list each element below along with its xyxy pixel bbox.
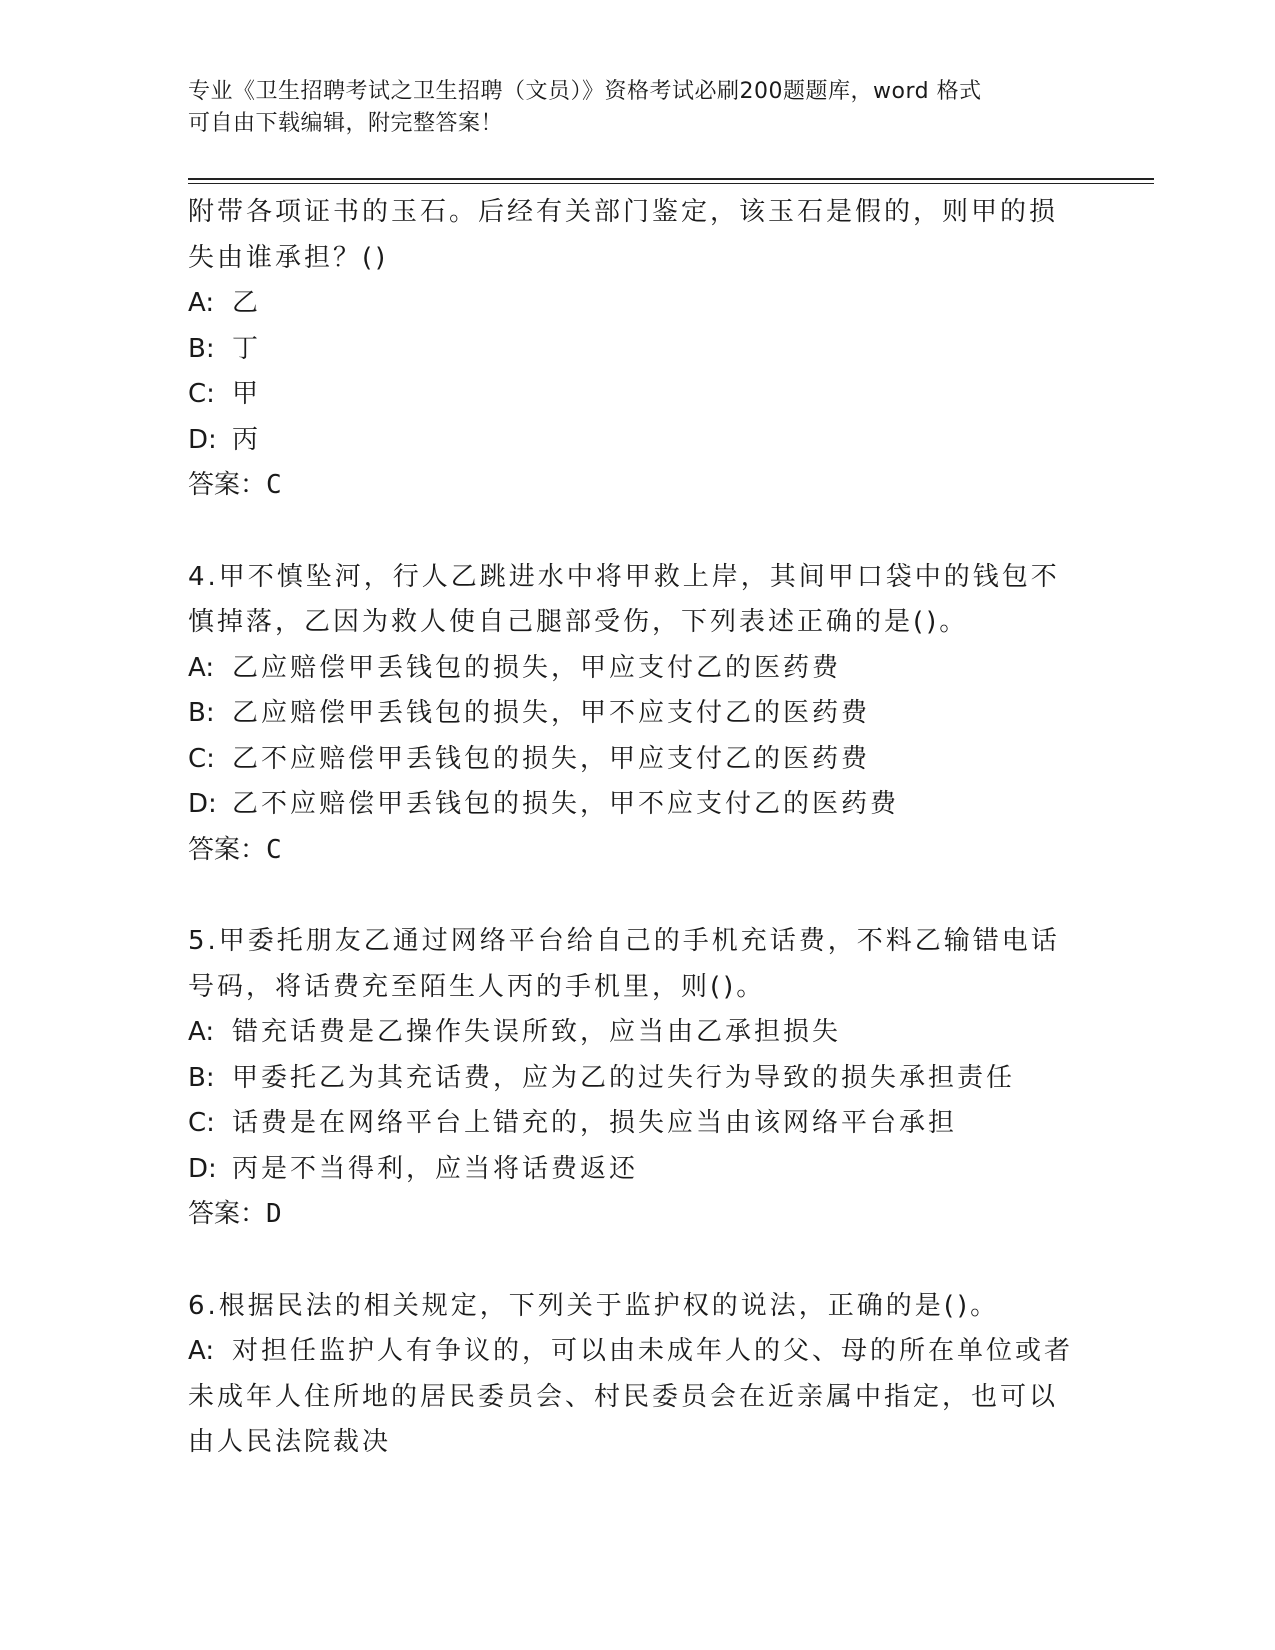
question-4 [188, 555, 1088, 874]
header-divider-thick [188, 178, 1154, 180]
option-text: 丙是不当得利，应当将话费返还 [232, 1153, 639, 1184]
question-6-option-a [188, 1329, 1088, 1375]
question-3-option-c [188, 372, 1088, 418]
option-text: 乙应赔偿甲丢钱包的损失，甲不应支付乙的医药费 [232, 698, 871, 728]
option-text: 丙 [232, 424, 262, 455]
option-key: C: [188, 1108, 215, 1138]
option-text: 甲委托乙为其充话费，应为乙的过失行为导致的损失承担责任 [232, 1062, 1016, 1093]
question-3-option-b [188, 327, 1088, 373]
option-key: D: [188, 789, 217, 819]
option-key: C: [188, 743, 215, 774]
option-text: 乙不应赔偿甲丢钱包的损失，甲不应支付乙的医药费 [232, 789, 900, 819]
option-text: 错充话费是乙操作失误所致，应当由乙承担损失 [232, 1017, 842, 1047]
option-key: A: [188, 652, 215, 683]
option-key: A: [188, 288, 215, 318]
option-key: D: [188, 1153, 217, 1184]
option-key: B: [188, 333, 215, 364]
question-4-option-b [188, 691, 1088, 737]
question-content [188, 190, 1088, 1466]
question-5-option-d [188, 1147, 1088, 1193]
question-6-option-a-continuation: 由人民法院裁决 [188, 1427, 392, 1457]
question-4-answer: 答案：C [188, 834, 282, 865]
question-3-option-d [188, 418, 1088, 464]
question-5 [188, 919, 1088, 1238]
option-key: A: [188, 1017, 215, 1047]
question-6 [188, 1284, 1088, 1466]
question-6-text-line: 6.根据民法的相关规定，下列关于监护权的说法，正确的是()。 [188, 1290, 1000, 1321]
question-3-option-a [188, 281, 1088, 327]
question-3-answer: 答案：C [188, 470, 282, 500]
option-text: 丁 [232, 333, 262, 364]
question-4-option-a [188, 646, 1088, 692]
option-key: C: [188, 379, 215, 409]
option-text: 乙应赔偿甲丢钱包的损失，甲应支付乙的医药费 [232, 652, 842, 683]
question-5-text-line: 5.甲委托朋友乙通过网络平台给自己的手机充话费，不料乙输错电话 [188, 926, 1060, 956]
question-5-answer: 答案：D [188, 1199, 282, 1229]
question-5-option-b [188, 1056, 1088, 1102]
question-3-text-line: 附带各项证书的玉石。后经有关部门鉴定，该玉石是假的，则甲的损 [188, 197, 1059, 227]
question-5-option-c [188, 1101, 1088, 1147]
document-header [188, 76, 1088, 140]
question-4-option-c [188, 737, 1088, 783]
option-text: 乙不应赔偿甲丢钱包的损失，甲应支付乙的医药费 [232, 743, 871, 774]
header-title-line-1: 专业《卫生招聘考试之卫生招聘（文员）》资格考试必刷200题题库，word 格式 [188, 79, 982, 104]
option-text: 话费是在网络平台上错充的，损失应当由该网络平台承担 [232, 1108, 958, 1138]
question-6-option-a-continuation: 未成年人住所地的居民委员会、村民委员会在近亲属中指定，也可以 [188, 1381, 1059, 1412]
question-4-text-line: 4.甲不慎坠河，行人乙跳进水中将甲救上岸，其间甲口袋中的钱包不 [188, 561, 1060, 592]
option-text: 对担任监护人有争议的，可以由未成年人的父、母的所在单位或者 [232, 1336, 1074, 1366]
option-key: A: [188, 1336, 215, 1366]
question-4-text-line: 慎掉落，乙因为救人使自己腿部受伤，下列表述正确的是()。 [188, 607, 969, 637]
option-key: B: [188, 1062, 215, 1093]
header-title-line-2: 可自由下载编辑，附完整答案！ [188, 111, 504, 136]
question-3-text-line: 失由谁承担？() [188, 242, 389, 273]
header-divider-thin [188, 183, 1154, 184]
question-3 [188, 190, 1088, 509]
option-text: 甲 [232, 379, 262, 409]
option-key: D: [188, 424, 217, 455]
option-key: B: [188, 698, 215, 728]
question-5-text-line: 号码，将话费充至陌生人丙的手机里，则()。 [188, 971, 766, 1002]
question-4-option-d [188, 782, 1088, 828]
question-5-option-a [188, 1010, 1088, 1056]
option-text: 乙 [232, 288, 262, 318]
